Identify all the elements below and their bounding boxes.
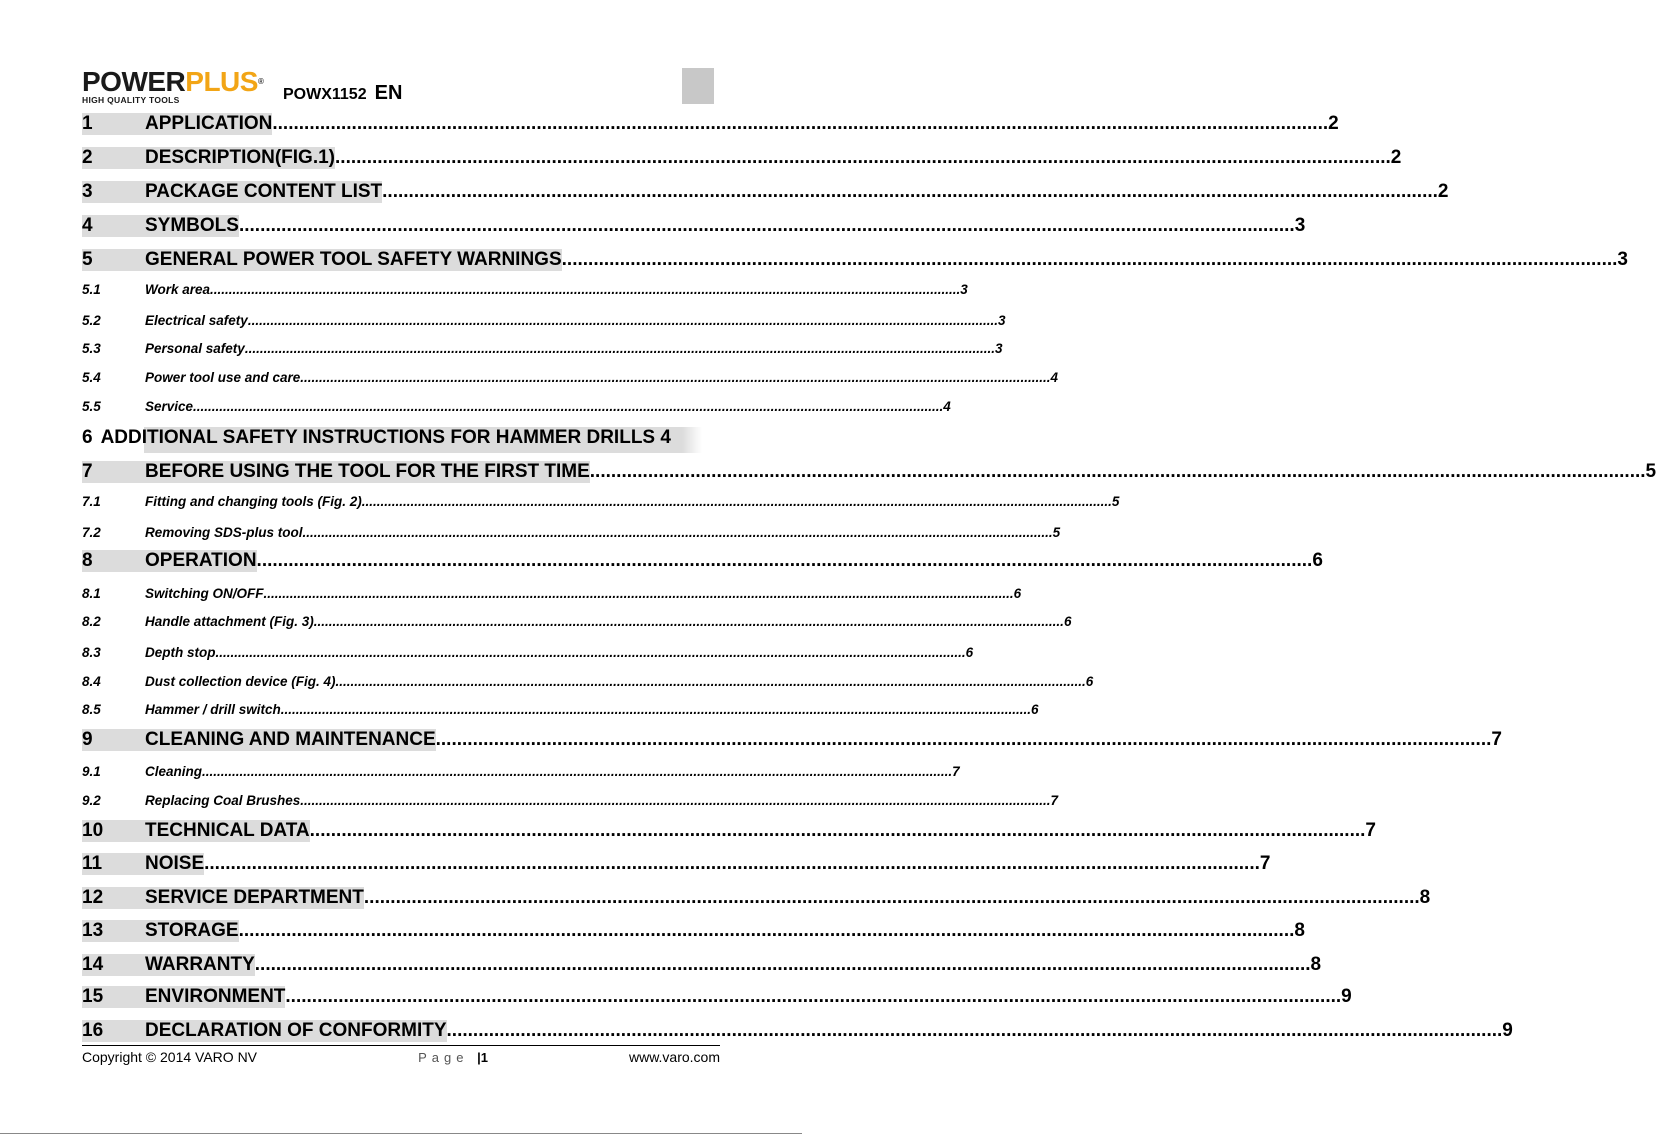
dot-leader: ........................................................................................................................................................................................................ [263,586,1014,601]
dot-leader: ........................................................................................................................................................................................................ [589,461,1646,482]
toc-entry[interactable]: 5 GENERAL POWER TOOL SAFETY WARNINGS ........................................................................................................................................................................................................ 3 [82,249,1628,270]
dot-leader: ........................................................................................................................................................................................................ [247,313,998,328]
dot-leader: ........................................................................................................................................................................................................ [361,494,1112,509]
toc-subentry[interactable]: 8.5 Hammer / drill switch ........................................................................................................................................................................................................ 6 [82,702,1039,717]
dot-leader: ........................................................................................................................................................................................................ [363,887,1420,908]
dot-leader: ........................................................................................................................................................................................................ [382,181,1438,202]
copyright: Copyright © 2014 VARO NV [82,1049,258,1065]
toc-subentry[interactable]: 5.3 Personal safety ........................................................................................................................................................................................................ 3 [82,341,1003,356]
toc-subentry[interactable]: 5.5 Service ........................................................................................................................................................................................................ 4 [82,399,951,414]
dot-leader: ........................................................................................................................................................................................................ [256,550,1313,571]
corner-marker [682,68,714,104]
language-code: EN [374,82,403,104]
website-link[interactable]: www.varo.com [628,1049,720,1065]
dot-leader: ........................................................................................................................................................................................................ [204,853,1260,874]
toc-entry[interactable]: 9 CLEANING AND MAINTENANCE ........................................................................................................................................................................................................ 7 [82,729,1502,750]
dot-leader: ........................................................................................................................................................................................................ [238,920,1295,941]
toc-entry-special[interactable]: 6 ADDITIONAL SAFETY INSTRUCTIONS FOR HAMMER DRILLS 4 [82,427,702,453]
toc-subentry[interactable]: 8.3 Depth stop ........................................................................................................................................................................................................ 6 [82,645,974,660]
toc-entry[interactable]: 11 NOISE ........................................................................................................................................................................................................ 7 [82,853,1271,874]
dot-leader: ........................................................................................................................................................................................................ [302,525,1053,540]
toc-entry[interactable]: 16 DECLARATION OF CONFORMITY ........................................................................................................................................................................................................ 9 [82,1020,1513,1041]
toc-entry[interactable]: 4 SYMBOLS ........................................................................................................................................................................................................ 3 [82,215,1306,236]
dot-leader: ........................................................................................................................................................................................................ [335,147,1391,168]
dot-leader: ........................................................................................................................................................................................................ [254,954,1311,975]
dot-leader: ........................................................................................................................................................................................................ [335,674,1086,689]
brand-wordmark: POWERPLUS® [82,66,264,97]
dot-leader: ........................................................................................................................................................................................................ [313,614,1064,629]
dot-leader: ........................................................................................................................................................................................................ [210,282,961,297]
toc-subentry[interactable]: 7.1 Fitting and changing tools (Fig. 2) ........................................................................................................................................................................................................ 5 [82,494,1120,509]
dot-leader: ........................................................................................................................................................................................................ [561,249,1618,270]
toc-entry[interactable]: 3 PACKAGE CONTENT LIST ........................................................................................................................................................................................................ 2 [82,181,1449,202]
dot-leader: ........................................................................................................................................................................................................ [446,1020,1503,1041]
toc-subentry[interactable]: 5.4 Power tool use and care ........................................................................................................................................................................................................ 4 [82,370,1058,385]
dot-leader: ........................................................................................................................................................................................................ [280,702,1031,717]
toc-entry[interactable]: 7 BEFORE USING THE TOOL FOR THE FIRST TIME ........................................................................................................................................................................................................ 5 [82,461,1656,482]
toc-subentry[interactable]: 5.2 Electrical safety ........................................................................................................................................................................................................ 3 [82,313,1006,328]
dot-leader: ........................................................................................................................................................................................................ [300,370,1051,385]
dot-leader: ........................................................................................................................................................................................................ [309,820,1366,841]
toc-entry[interactable]: 8 OPERATION ........................................................................................................................................................................................................ 6 [82,550,1323,571]
page-indicator: Page |1 [418,1050,488,1065]
dot-leader: ........................................................................................................................................................................................................ [193,399,944,414]
dot-leader: ........................................................................................................................................................................................................ [202,764,953,779]
toc-entry[interactable]: 15 ENVIRONMENT ........................................................................................................................................................................................................ 9 [82,986,1352,1007]
toc-entry[interactable]: 1 APPLICATION ........................................................................................................................................................................................................ 2 [82,113,1339,134]
page-footer [82,1049,720,1065]
toc-entry[interactable]: 2 DESCRIPTION(FIG.1) ........................................................................................................................................................................................................ 2 [82,147,1402,168]
dot-leader: ........................................................................................................................................................................................................ [244,341,995,356]
dot-leader: ........................................................................................................................................................................................................ [435,729,1492,750]
dot-leader: ........................................................................................................................................................................................................ [300,793,1051,808]
toc-subentry[interactable]: 7.2 Removing SDS-plus tool ........................................................................................................................................................................................................ 5 [82,525,1061,540]
dot-leader: ........................................................................................................................................................................................................ [238,215,1295,236]
page-edge [0,1133,802,1134]
dot-leader: ........................................................................................................................................................................................................ [215,645,966,660]
toc-subentry[interactable]: 9.1 Cleaning ........................................................................................................................................................................................................ 7 [82,764,960,779]
toc-entry[interactable]: 13 STORAGE ........................................................................................................................................................................................................ 8 [82,920,1305,941]
footer-divider [82,1045,720,1046]
dot-leader: ........................................................................................................................................................................................................ [272,113,1329,134]
dot-leader: ........................................................................................................................................................................................................ [285,986,1342,1007]
brand-logo [82,66,272,105]
model-number: POWX1152 [283,86,367,103]
model-header [283,82,402,105]
toc-entry[interactable]: 12 SERVICE DEPARTMENT ........................................................................................................................................................................................................ 8 [82,887,1431,908]
brand-tagline: HIGH QUALITY TOOLS [82,95,180,105]
toc-entry[interactable]: 10 TECHNICAL DATA ........................................................................................................................................................................................................ 7 [82,820,1376,841]
toc-subentry[interactable]: 8.1 Switching ON/OFF ........................................................................................................................................................................................................ 6 [82,586,1022,601]
toc-subentry[interactable]: 8.4 Dust collection device (Fig. 4) ........................................................................................................................................................................................................ 6 [82,674,1094,689]
toc-entry[interactable]: 14 WARRANTY ........................................................................................................................................................................................................ 8 [82,954,1322,975]
toc-subentry[interactable]: 8.2 Handle attachment (Fig. 3) ........................................................................................................................................................................................................ 6 [82,614,1072,629]
toc-subentry[interactable]: 9.2 Replacing Coal Brushes ........................................................................................................................................................................................................ 7 [82,793,1058,808]
toc-subentry[interactable]: 5.1 Work area ........................................................................................................................................................................................................ 3 [82,282,968,297]
